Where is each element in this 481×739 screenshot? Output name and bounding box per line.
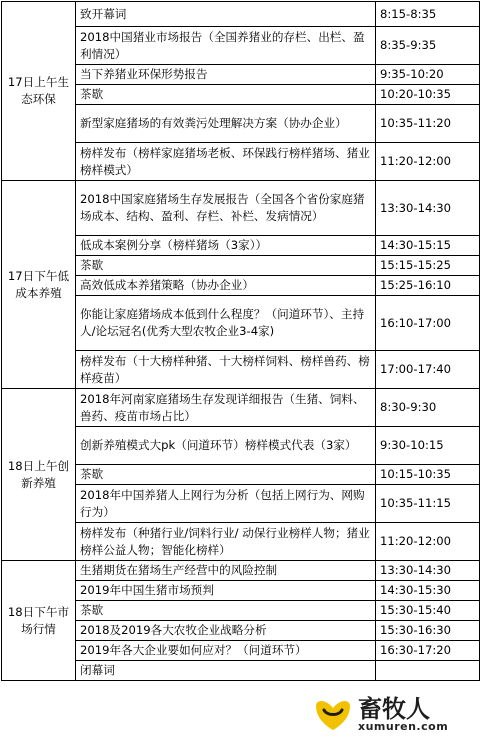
session-label: 18日上午创新养殖	[2, 389, 76, 561]
agenda-time: 14:30-15:15	[376, 236, 480, 256]
schedule-row	[2, 181, 480, 236]
agenda-topic: 榜样发布（榜样家庭猪场老板、环保践行榜样猪场、猪业榜样模式）	[76, 143, 376, 181]
agenda-topic: 创新养殖模式大pk（问道环节）榜样模式代表（3家）	[76, 427, 376, 465]
agenda-time: 9:35-10:20	[376, 65, 480, 85]
agenda-time: 16:10-17:00	[376, 296, 480, 351]
agenda-topic: 榜样发布（十大榜样种猪、十大榜样饲料、榜样兽药、榜样疫苗）	[76, 351, 376, 389]
agenda-topic: 高效低成本养猪策略（协办企业）	[76, 276, 376, 296]
agenda-time: 8:15-8:35	[376, 2, 480, 27]
agenda-topic: 你能让家庭猪场成本低到什么程度？（问道环节）、主持人/论坛冠名(优秀大型农牧企业3-4家)	[76, 296, 376, 351]
agenda-time: 13:30-14:30	[376, 561, 480, 581]
agenda-topic: 生猪期货在猪场生产经营中的风险控制	[76, 561, 376, 581]
agenda-time: 14:30-15:30	[376, 581, 480, 601]
schedule-table	[1, 1, 480, 681]
agenda-topic: 闭幕词	[76, 661, 376, 681]
agenda-topic: 茶歇	[76, 85, 376, 105]
agenda-topic: 2018中国家庭猪场生存发展报告（全国各个省份家庭猪场成本、结构、盈利、存栏、补栏、发病情况）	[76, 181, 376, 236]
agenda-time: 15:25-16:10	[376, 276, 480, 296]
session-label: 17日上午生态环保	[2, 2, 76, 181]
schedule-row	[2, 561, 480, 581]
agenda-time: 9:30-10:15	[376, 427, 480, 465]
agenda-time: 17:00-17:40	[376, 351, 480, 389]
agenda-topic: 茶歇	[76, 465, 376, 485]
agenda-time: 13:30-14:30	[376, 181, 480, 236]
schedule-body	[2, 2, 480, 681]
agenda-time: 15:30-15:40	[376, 601, 480, 621]
session-label: 17日下午低成本养殖	[2, 181, 76, 389]
agenda-topic: 2019年中国生猪市场预判	[76, 581, 376, 601]
agenda-time: 10:35-11:20	[376, 105, 480, 143]
agenda-topic: 2018中国猪业市场报告（全国养猪业的存栏、出栏、盈利情况）	[76, 27, 376, 65]
watermark-logo-icon	[312, 696, 354, 732]
agenda-time: 10:35-11:15	[376, 485, 480, 523]
agenda-topic: 2018年中国养猪人上网行为分析（包括上网行为、网购行为）	[76, 485, 376, 523]
agenda-topic: 2018及2019各大农牧企业战略分析	[76, 621, 376, 641]
agenda-time: 15:15-15:25	[376, 256, 480, 276]
agenda-topic: 新型家庭猪场的有效粪污处理解决方案（协办企业）	[76, 105, 376, 143]
agenda-topic: 低成本案例分享（榜样猪场（3家））	[76, 236, 376, 256]
agenda-topic: 致开幕词	[76, 2, 376, 27]
watermark-url: xumuren.com	[358, 719, 449, 733]
agenda-time: 8:30-9:30	[376, 389, 480, 427]
agenda-topic: 2019年各大企业要如何应对？（问道环节）	[76, 641, 376, 661]
watermark	[312, 690, 480, 738]
agenda-time: 15:30-16:30	[376, 621, 480, 641]
agenda-topic: 2018年河南家庭猪场生存发现详细报告（生猪、饲料、兽药、疫苗市场占比）	[76, 389, 376, 427]
agenda-time: 8:35-9:35	[376, 27, 480, 65]
agenda-time: 11:20-12:00	[376, 143, 480, 181]
agenda-time: 10:15-10:35	[376, 465, 480, 485]
agenda-time	[376, 661, 480, 681]
agenda-time: 16:30-17:20	[376, 641, 480, 661]
agenda-topic: 榜样发布（种猪行业/饲料行业/ 动保行业榜样人物；猪业榜样公益人物；智能化榜样）	[76, 523, 376, 561]
agenda-time: 10:20-10:35	[376, 85, 480, 105]
agenda-topic: 茶歇	[76, 601, 376, 621]
schedule-row	[2, 389, 480, 427]
watermark-title: 畜牧人	[358, 693, 430, 723]
agenda-time: 11:20-12:00	[376, 523, 480, 561]
agenda-topic: 当下养猪业环保形势报告	[76, 65, 376, 85]
agenda-topic: 茶歇	[76, 256, 376, 276]
session-label: 18日下午市场行情	[2, 561, 76, 681]
schedule-row	[2, 2, 480, 27]
